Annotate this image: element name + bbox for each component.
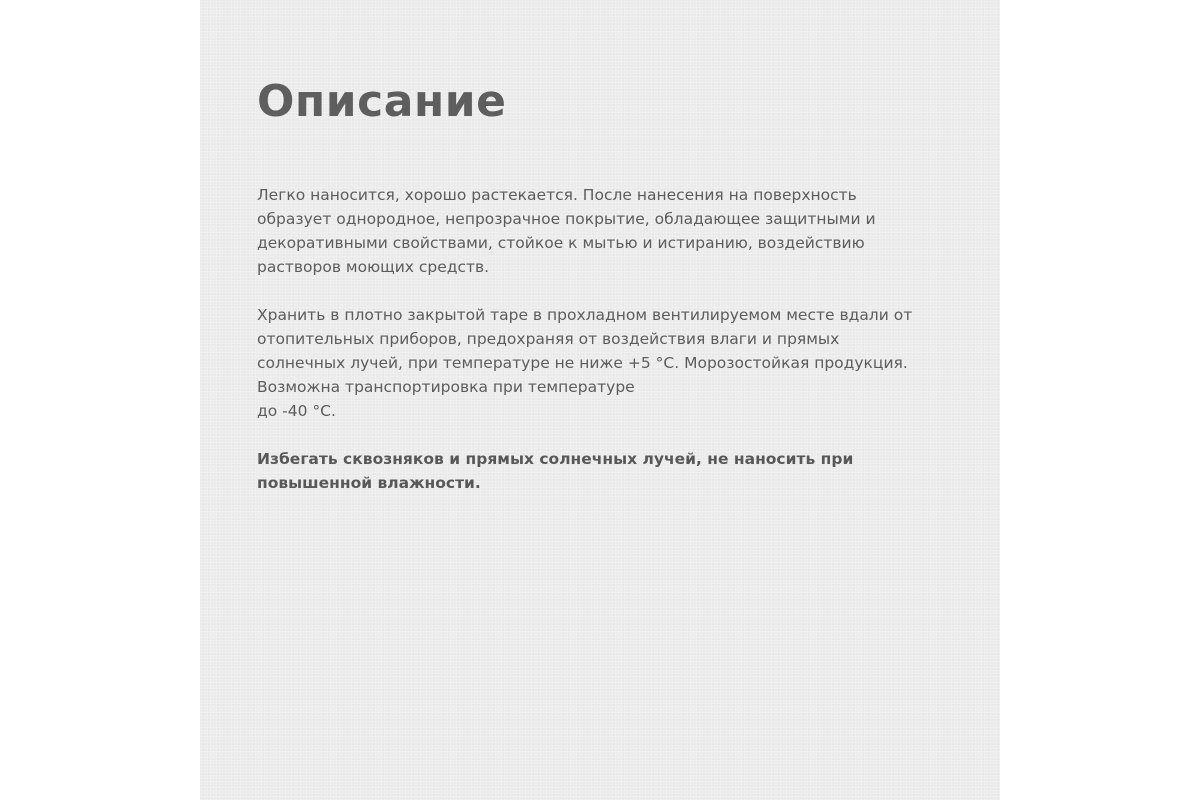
paragraph-line: повышенной влажности. <box>257 474 481 492</box>
paragraph-line: Легко наносится, хорошо растекается. После нанесения на поверхность <box>257 186 857 204</box>
paragraph-line: Избегать сквозняков и прямых солнечных лучей, не наносить при <box>257 450 854 468</box>
description-paragraph-warning <box>257 447 947 495</box>
paragraph-line: Хранить в плотно закрытой таре в прохладном вентилируемом месте вдали от <box>257 306 913 324</box>
paragraph-line: Возможна транспортировка при температуре <box>257 378 635 396</box>
paragraph-line: отопительных приборов, предохраняя от воздействия влаги и прямых <box>257 330 840 348</box>
description-body <box>257 183 943 495</box>
description-panel <box>200 0 1000 800</box>
paragraph-line: растворов моющих средств. <box>257 258 490 276</box>
paragraph-line: до -40 °С. <box>257 402 336 420</box>
description-paragraph-storage <box>257 303 947 423</box>
description-paragraph-application <box>257 183 947 279</box>
page-title: Описание <box>257 76 507 127</box>
paragraph-line: декоративными свойствами, стойкое к мытью и истиранию, воздействию <box>257 234 865 252</box>
paragraph-line: образует однородное, непрозрачное покрытие, обладающее защитными и <box>257 210 876 228</box>
paragraph-line: солнечных лучей, при температуре не ниже +5 °С. Морозостойкая продукция. <box>257 354 908 372</box>
